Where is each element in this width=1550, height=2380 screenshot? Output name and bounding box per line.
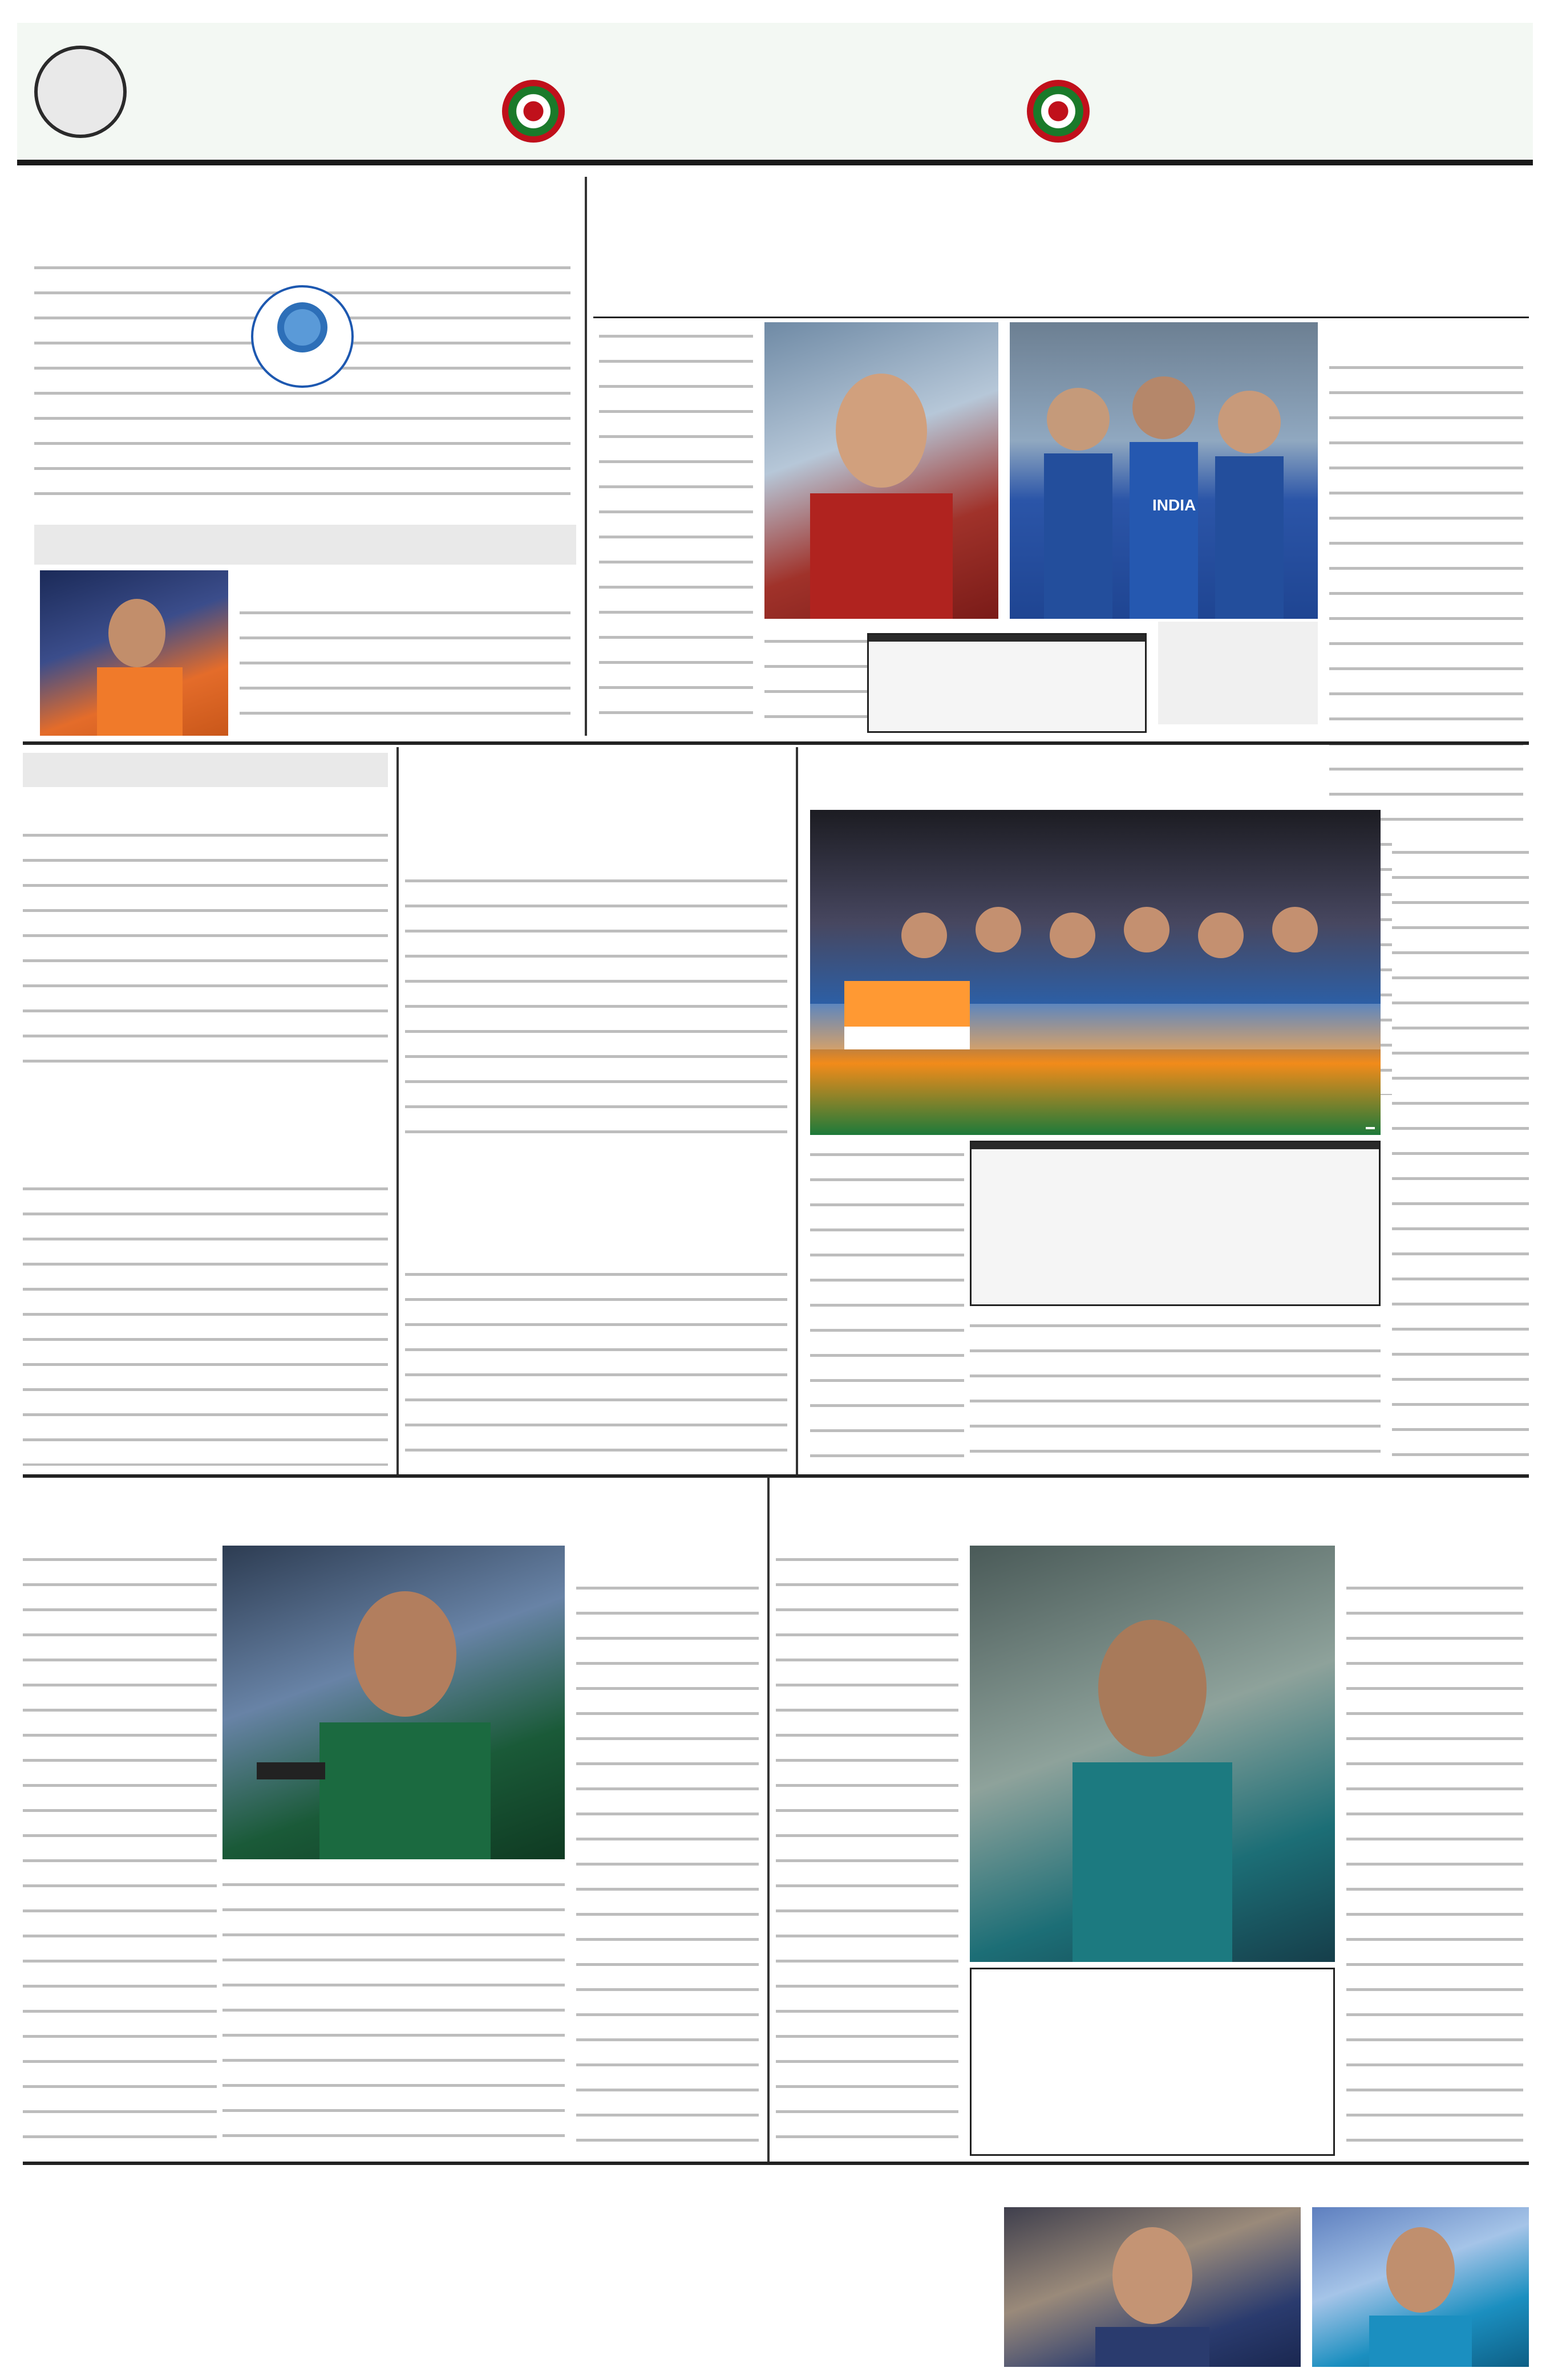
divider xyxy=(593,317,1529,318)
headline-harmanpreet xyxy=(1004,2170,1529,2204)
column-rule xyxy=(796,747,798,1477)
bottom-row xyxy=(23,2167,1529,2373)
photo-credit xyxy=(1366,1127,1375,1129)
article-body-azhar-col3 xyxy=(222,1871,565,2156)
hockey-team-illustration xyxy=(810,810,1381,1135)
emblem-left-icon xyxy=(502,80,565,143)
schedule-title xyxy=(869,635,1145,642)
article-body-azhar-col2 xyxy=(23,1546,217,2156)
players-illustration xyxy=(1010,322,1318,619)
gambhir-illustration xyxy=(764,322,998,619)
photo-azhar-mahmood xyxy=(222,1546,565,1859)
column-rule xyxy=(767,1477,770,2162)
row-divider xyxy=(23,2162,1529,2165)
svg-text:INDIA: INDIA xyxy=(1152,496,1196,514)
icc-logo-icon xyxy=(253,287,351,386)
photo-rohit-kohli-bumrah xyxy=(1010,322,1318,619)
subhead-srilanka-tour xyxy=(593,268,1529,314)
article-body-hockey-col2 xyxy=(810,1141,964,1466)
schedule-title xyxy=(972,1142,1379,1149)
shafali-illustration xyxy=(1312,2207,1529,2367)
row-divider xyxy=(23,741,1529,745)
column-rule xyxy=(396,747,399,1477)
headline-srilanka-tour xyxy=(593,183,1529,262)
headline-messi xyxy=(23,753,388,787)
article-body-azhar-col1 xyxy=(576,1574,759,2156)
headline-azhar xyxy=(23,1483,759,1534)
photo-hockey-team xyxy=(810,810,1381,1135)
photo-sumit-nagal xyxy=(40,570,228,736)
photo-mohammad-haris xyxy=(970,1546,1335,1962)
squad-box-pakistan xyxy=(970,1968,1335,2156)
row-divider xyxy=(23,1474,1529,1478)
icc-logo xyxy=(251,285,354,388)
article-body-nagal xyxy=(240,599,570,736)
newspaper-logo xyxy=(148,46,491,154)
headline-pakistan-asian-games xyxy=(405,753,787,833)
headline-haris xyxy=(776,1483,1529,1534)
article-body-haris-col2 xyxy=(776,1546,958,2156)
schedule-box-srilanka xyxy=(867,633,1147,733)
headline-pandya xyxy=(23,1072,388,1141)
headline-olympics-hockey xyxy=(799,753,1529,798)
article-body-hockey-col3 xyxy=(970,1312,1381,1466)
column-rule xyxy=(585,177,587,736)
nagal-illustration xyxy=(40,570,228,736)
page-number xyxy=(34,46,127,138)
article-body-pakistan xyxy=(405,867,787,1152)
emblem-right-icon xyxy=(1027,80,1090,143)
article-body-hockey-col1 xyxy=(1392,838,1529,1466)
article-body-srilanka-col3 xyxy=(599,322,753,733)
photo-gautam-gambhir xyxy=(764,322,998,619)
article-body-haris-col1 xyxy=(1346,1574,1523,2156)
harman-illustration xyxy=(1004,2207,1301,2367)
photo-caption-gambhir xyxy=(1158,622,1318,724)
masthead xyxy=(17,23,1533,165)
photo-harmanpreet-kaur xyxy=(1004,2207,1301,2367)
photo-shafali-verma xyxy=(1312,2207,1529,2367)
article-body-messi xyxy=(23,821,388,1067)
headline-lara xyxy=(405,1158,787,1226)
article-body-pandya xyxy=(23,1175,388,1466)
haris-illustration xyxy=(970,1546,1335,1962)
article-body-lara xyxy=(405,1260,787,1466)
schedule-box-hockey xyxy=(970,1141,1381,1306)
headline-sumit-nagal xyxy=(34,525,576,565)
headline-icc-conference xyxy=(34,177,576,245)
azhar-illustration xyxy=(222,1546,565,1859)
